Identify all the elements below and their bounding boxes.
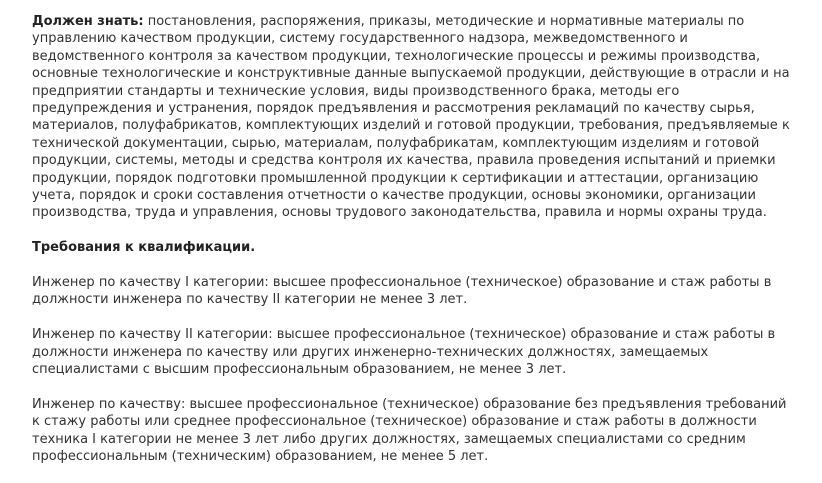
must-know-paragraph <box>32 13 792 222</box>
must-know-label: Должен знать: <box>32 14 144 29</box>
qualification-item-base: Инженер по качеству: высшее профессиональное (техническое) образование без предъявления требований к стажу работы или среднее профессиональное (техническое) образование и стаж работы в должности техника I категории не менее 3 лет либо других должностях, замещаемых специалистами со средним профессиональным (техническим) образованием, не менее 5 лет. <box>32 396 787 465</box>
qualification-item-category-1: Инженер по качеству I категории: высшее профессиональное (техническое) образование и стаж работы в должности инженера по качеству II категории не менее 3 лет. <box>32 275 772 308</box>
must-know-text: постановления, распоряжения, приказы, методические и нормативные материалы по управлению качеством продукции, систему государственного надзора, межведомственного и ведомственного контроля за качеством продукции, технологические процессы и режимы производства, основные технологические и конструктивные данные выпускаемой продукции, действующие в отрасли и на предприятии стандарты и технические условия, виды производственного брака, методы его предупреждения и устранения, порядок предъявления и рассмотрения рекламаций по качеству сырья, материалов, полуфабрикатов, комплектующих изделий и готовой продукции, требования, предъявляемые к технической документации, сырью, материалам, полуфабрикатам, комплектующим изделиям и готовой продукции, системы, методы и средства контроля их качества, правила проведения испытаний и приемки продукции, порядок подготовки промышленной продукции к сертификации и аттестации, организацию учета, порядок и сроки составления отчетности о качестве продукции, основы экономики, организации производства, труда и управления, основы трудового законодательства, правила и нормы охраны труда. <box>32 14 790 221</box>
qualification-heading: Требования к квалификации. <box>32 240 256 256</box>
qualification-item-category-2: Инженер по качеству II категории: высшее профессиональное (техническое) образование и стаж работы в должности инженера по качеству или других инженерно-технических должностях, замещаемых специалистами с высшим профессиональным образованием, не менее 3 лет. <box>32 327 776 378</box>
document-body <box>32 13 792 466</box>
